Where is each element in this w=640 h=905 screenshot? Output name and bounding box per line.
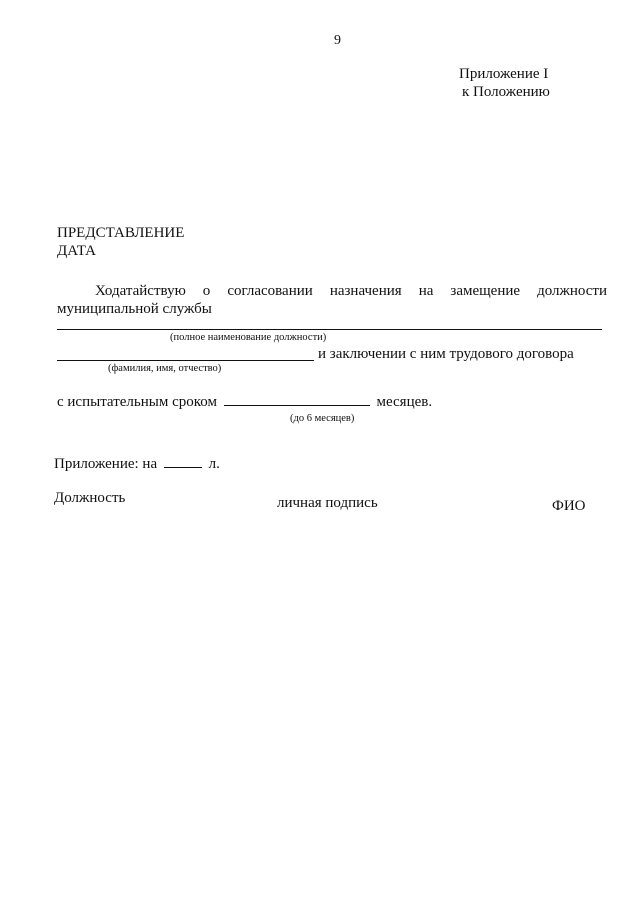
- document-title: ПРЕДСТАВЛЕНИЕ: [57, 225, 185, 241]
- probation-blank: [224, 405, 370, 406]
- petition-word: должности: [537, 283, 607, 299]
- signature-sign-label: личная подпись: [277, 495, 378, 511]
- probation-suffix: месяцев.: [376, 394, 433, 410]
- signature-position-label: Должность: [54, 490, 126, 506]
- attachment-prefix: Приложение: на: [54, 456, 158, 472]
- attachment-suffix: л.: [208, 456, 220, 472]
- probation-line: [57, 394, 432, 411]
- petition-word: Ходатайствую: [95, 283, 186, 299]
- attachment-line: [54, 456, 220, 473]
- probation-caption: (до 6 месяцев): [290, 413, 355, 424]
- petition-line-1: [57, 283, 607, 300]
- petition-word: назначения: [329, 283, 402, 299]
- appendix-line-2: к Положению: [462, 84, 550, 100]
- name-blank-line: [57, 360, 314, 361]
- appendix-line-1: Приложение I: [459, 66, 549, 82]
- contract-text: и заключении с ним трудового договора: [318, 346, 574, 362]
- signature-name-label: ФИО: [552, 498, 586, 514]
- petition-line-2: муниципальной службы: [57, 301, 212, 317]
- probation-prefix: с испытательным сроком: [57, 394, 217, 410]
- attachment-blank: [164, 467, 202, 468]
- position-blank-line: [57, 329, 602, 330]
- name-caption: (фамилия, имя, отчество): [108, 363, 222, 374]
- page-number: 9: [334, 33, 341, 48]
- petition-word: о: [202, 283, 211, 299]
- position-caption: (полное наименование должности): [170, 332, 327, 343]
- petition-word: согласовании: [227, 283, 313, 299]
- petition-word: замещение: [450, 283, 521, 299]
- petition-word: на: [418, 283, 434, 299]
- document-date-label: ДАТА: [57, 243, 96, 259]
